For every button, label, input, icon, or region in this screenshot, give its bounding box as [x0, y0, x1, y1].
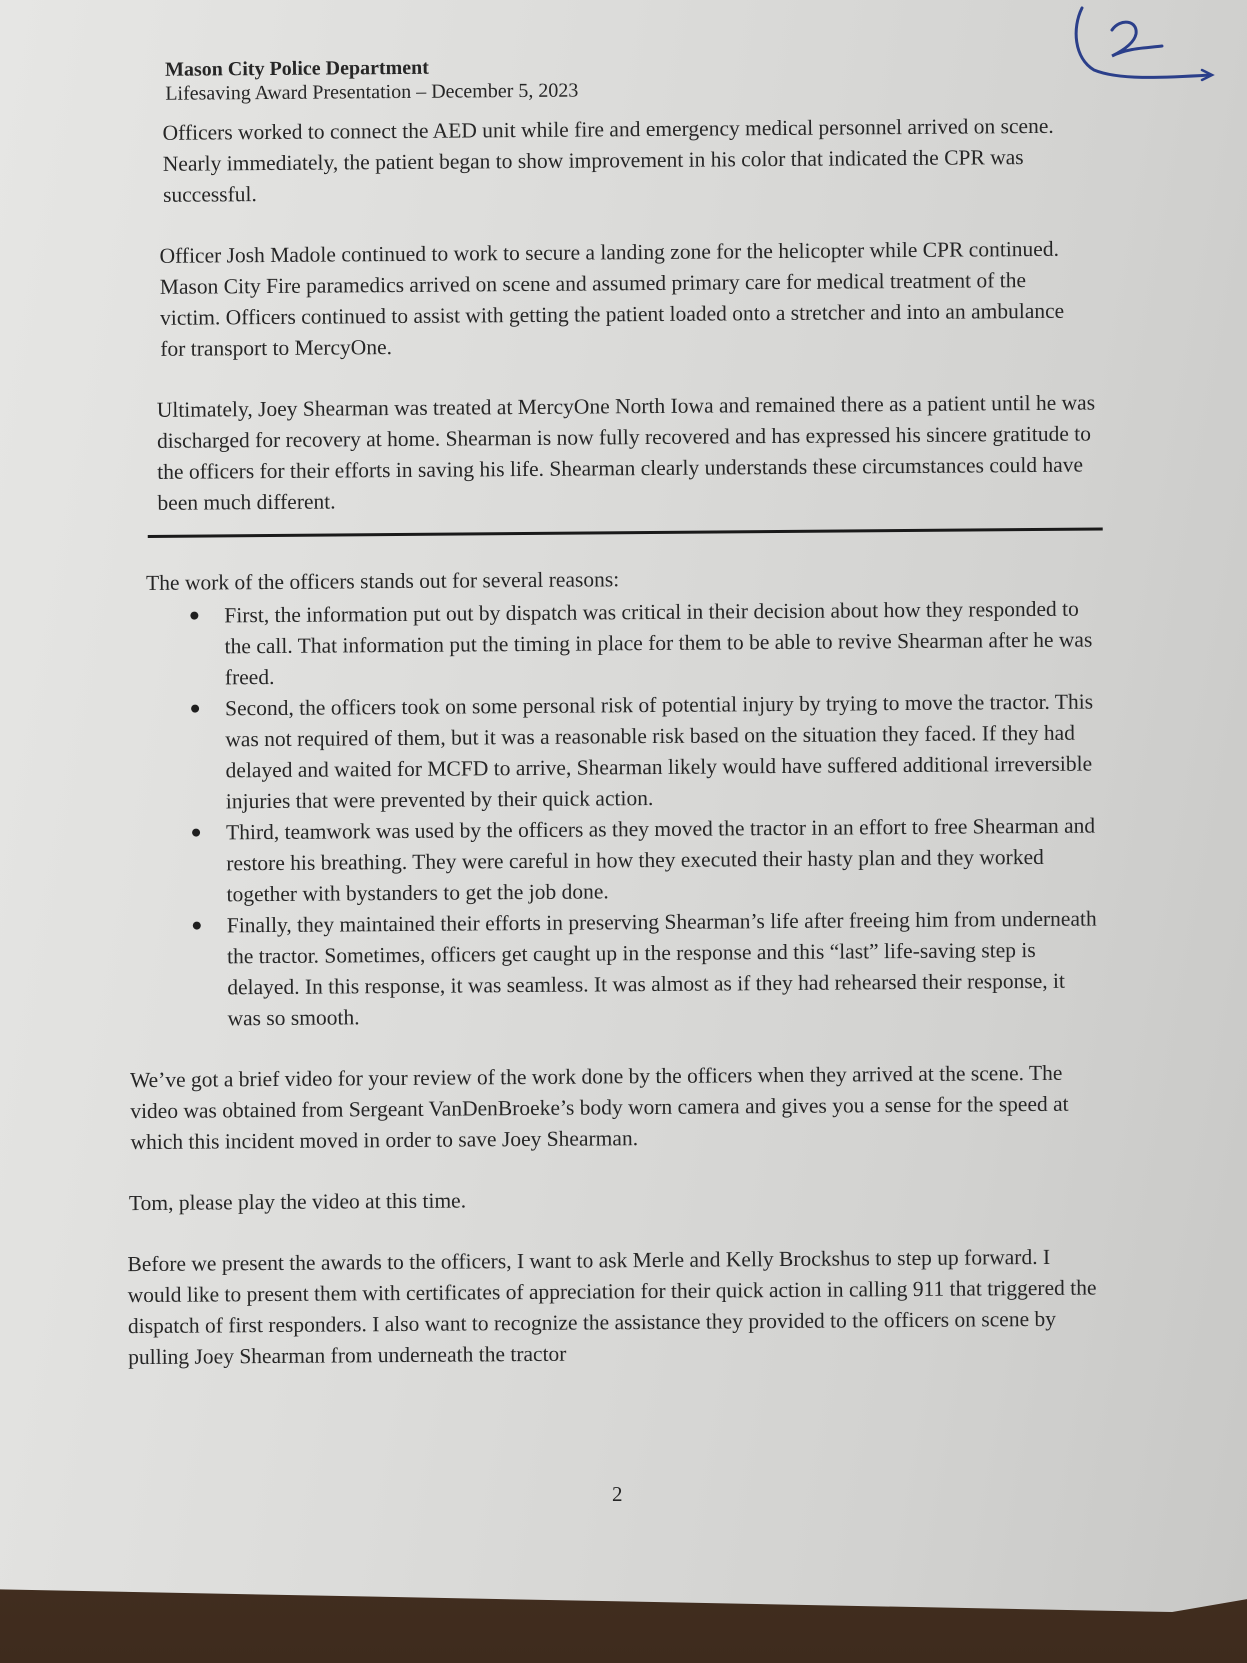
document-body	[127, 50, 1130, 1373]
page-number: 2	[612, 1482, 623, 1506]
paragraph-video: We’ve got a brief video for your review of the work done by the officers when they arrived at the scene. The video was obtained from Sergeant VanDenBroeke’s body worn camera and gives you a sense for the speed at which this incident moved in order to save Joey Shearman.	[129, 1060, 1069, 1155]
bullet-icon	[192, 829, 200, 837]
paragraph-aed: Officers worked to connect the AED unit while fire and emergency medical personnel arrived on scene. Nearly immediately, the patient began to show improvement in his color that indicated the CPR was successful.	[162, 113, 1054, 207]
list-item	[226, 811, 1097, 911]
bullet-icon	[193, 922, 201, 930]
horizontal-divider	[148, 527, 1103, 538]
bullet-text: Third, teamwork was used by the officers as they moved the tractor in an effort to free Shearman and restore his breathing. They were careful in how they executed their hasty plan and they worked together with bystanders to get the job done.	[225, 813, 1096, 907]
paragraph-play-video: Tom, please play the video at this time.	[128, 1188, 467, 1216]
presentation-subtitle: Lifesaving Award Presentation – December 5, 2023	[165, 79, 579, 105]
paragraph-brockshus: Before we present the awards to the officers, I want to ask Merle and Kelly Brockshus to step up forward. I would like to present them with certificates of appreciation for their quick action in calling 911 that triggered the dispatch of first responders. I also want to recognize the assistance they provided to the officers on scene by pulling Joey Shearman from underneath the tractor	[127, 1244, 1097, 1370]
bullet-icon	[190, 612, 198, 620]
list-item	[225, 687, 1096, 818]
bullet-icon	[191, 705, 199, 713]
bullet-text: First, the information put out by dispatch was critical in their decision about how they responded to the call. That information put the timing in place for them to be able to revive Shearman after he was freed.	[224, 596, 1093, 690]
list-item	[227, 904, 1098, 1035]
paragraph-recovery: Ultimately, Joey Shearman was treated at MercyOne North Iowa and remained there as a patient until he was discharged for recovery at home. Shearman is now fully recovered and has expressed his sincere gratitude to the officers for their efforts in saving his life. Shearman clearly understands these circumstances could have been much different.	[156, 390, 1096, 515]
reasons-intro: The work of the officers stands out for several reasons:	[146, 567, 620, 595]
list-item	[224, 594, 1095, 694]
bullet-text: Second, the officers took on some personal risk of potential injury by trying to move the tractor. This was not required of them, but it was a reasonable risk based on the situation they faced. If they had delayed and waited for MCFD to arrive, Shearman likely would have suffered additional irreversible injuries that were prevented by their quick action.	[225, 689, 1094, 814]
reasons-list	[144, 593, 1127, 1035]
bullet-text: Finally, they maintained their efforts in preserving Shearman’s life after freeing him from underneath the tractor. Sometimes, officers get caught up in the response and this “last” life-saving step is delayed. In this response, it was seamless. It was almost as if they had rehearsed their response, it was so smooth.	[226, 906, 1097, 1031]
department-title: Mason City Police Department	[165, 56, 429, 81]
paragraph-landing-zone: Officer Josh Madole continued to work to secure a landing zone for the helicopter while CPR continued. Mason City Fire paramedics arrived on scene and assumed primary care for medical treatment of the victim. Officers continued to assist with getting the patient loaded onto a stretcher and into an ambulance for transport to MercyOne.	[159, 236, 1065, 361]
